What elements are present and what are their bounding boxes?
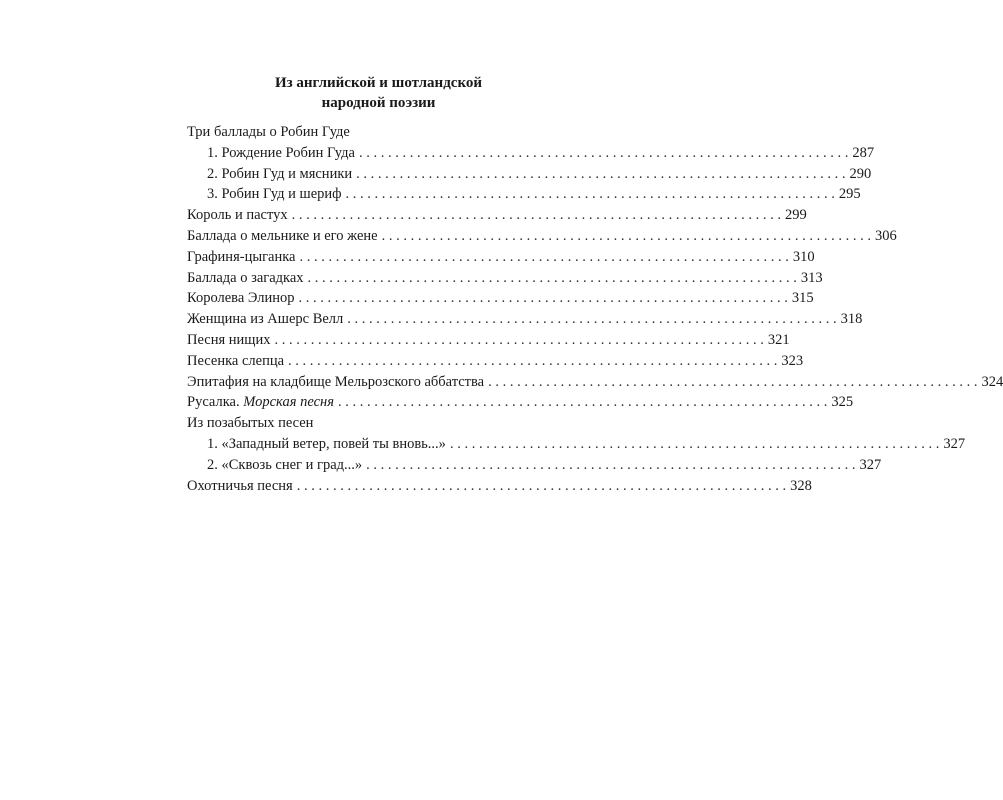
toc-entry — [187, 184, 861, 205]
dot-leader — [308, 268, 797, 289]
toc-entry-title — [207, 434, 446, 455]
toc-entry-page-number: 310 — [792, 248, 815, 265]
dot-leader — [366, 455, 855, 476]
toc-entry — [187, 413, 570, 434]
toc-entry-page-number: 318 — [840, 311, 863, 328]
toc-entry — [187, 122, 570, 143]
dot-leader — [488, 372, 977, 393]
dot-leader — [292, 205, 781, 226]
toc-entry-title-text: 2. «Сквозь снег и град...» — [207, 456, 363, 473]
dot-leader — [297, 476, 786, 497]
toc-entry-title-text: Баллада о мельнике и его жене — [187, 227, 378, 244]
toc-entry-title-text: Королева Элинор — [187, 290, 295, 307]
toc-entry — [187, 455, 882, 476]
toc-entry — [187, 309, 863, 330]
toc-entry — [187, 392, 854, 413]
toc-entry-page-number: 327 — [859, 456, 882, 473]
toc-entry-title-text: Из позабытых песен — [187, 415, 314, 432]
dot-leader — [359, 143, 848, 164]
toc-entry-title-text: Баллада о загадках — [187, 269, 304, 286]
dot-leader — [347, 309, 836, 330]
toc-entry-page-number: 290 — [849, 165, 872, 182]
toc-entry-title-text: Эпитафия на кладбище Мельрозского аббатства — [187, 373, 485, 390]
toc-entry-title-text: Женщина из Ашерс Велл — [187, 311, 344, 328]
dot-leader — [338, 392, 827, 413]
toc-entry — [187, 351, 804, 372]
section-heading-line-1: Из английской и шотландской — [274, 75, 483, 91]
toc-entry-title-text: Король и пастух — [187, 207, 288, 224]
toc-entry-page-number: 299 — [785, 207, 807, 224]
section-heading-line-2: народной поэзии — [321, 95, 436, 111]
toc-entry — [187, 164, 872, 185]
toc-entry-title — [187, 372, 484, 393]
toc-entry-title-text: 1. Рождение Робин Гуда — [207, 144, 355, 161]
dot-leader — [450, 434, 939, 455]
toc-entry-title-text: 2. Робин Гуд и мясники — [207, 165, 353, 182]
toc-entry-title — [207, 164, 352, 185]
toc-entry-title — [207, 184, 342, 205]
toc-entry-title — [187, 330, 270, 351]
section-heading — [187, 73, 570, 113]
toc-entry-subtitle: Морская песня — [243, 394, 334, 411]
toc-entry — [187, 205, 807, 226]
toc-entry-title-text: Русалка. — [187, 394, 240, 411]
toc-entry-page-number: 315 — [791, 290, 814, 307]
toc-entry-title-text: Графиня-цыганка — [187, 248, 296, 265]
toc-entry — [187, 476, 812, 497]
toc-entry-page-number: 327 — [943, 435, 966, 452]
toc-entry-page-number: 324 — [981, 373, 1003, 390]
toc-entry — [187, 434, 966, 455]
toc-entry — [187, 143, 875, 164]
toc-entry-title — [207, 455, 362, 476]
toc-entry-title-text: Охотничья песня — [187, 477, 293, 494]
toc-entry — [187, 288, 814, 309]
dot-leader — [299, 247, 788, 268]
dot-leader — [299, 288, 788, 309]
toc-entry-page-number: 313 — [800, 269, 823, 286]
toc-entry-title — [187, 476, 293, 497]
toc-entry-title — [187, 205, 288, 226]
toc-entry — [187, 247, 815, 268]
toc-entry-title — [187, 413, 313, 434]
toc-entry-title — [207, 143, 355, 164]
dot-leader — [346, 184, 835, 205]
toc-entry-page-number: 295 — [838, 186, 861, 203]
toc-entry-page-number: 287 — [852, 144, 875, 161]
toc-entry-page-number: 328 — [790, 477, 812, 494]
toc-entry-title — [187, 226, 378, 247]
toc-entry — [187, 268, 823, 289]
toc-entry-title-text: 1. «Западный ветер, повей ты вновь...» — [207, 435, 446, 452]
toc-entry — [187, 372, 1003, 393]
toc-entry-title — [187, 247, 295, 268]
dot-leader — [382, 226, 871, 247]
toc-entry-title — [187, 288, 295, 309]
toc-entry-title-text: Песенка слепца — [187, 352, 285, 369]
toc-entry — [187, 226, 897, 247]
toc-entry-title — [187, 268, 304, 289]
toc-entry-title-text: Песня нищих — [187, 331, 271, 348]
toc-entry — [187, 330, 790, 351]
toc-entry-page-number: 325 — [831, 394, 854, 411]
toc-entry-title — [187, 392, 334, 413]
toc-entry-title — [187, 351, 284, 372]
dot-leader — [274, 330, 763, 351]
toc-entry-page-number: 306 — [874, 227, 897, 244]
toc-entry-title — [187, 309, 343, 330]
dot-leader — [288, 351, 777, 372]
toc-entry-title-text: 3. Робин Гуд и шериф — [207, 186, 342, 203]
table-of-contents — [187, 122, 1003, 496]
toc-entry-title-text: Три баллады о Робин Гуде — [187, 124, 350, 140]
toc-entry-page-number: 323 — [781, 352, 804, 369]
toc-entry-page-number: 321 — [767, 331, 790, 348]
toc-entry-title — [187, 122, 350, 143]
dot-leader — [356, 164, 845, 185]
